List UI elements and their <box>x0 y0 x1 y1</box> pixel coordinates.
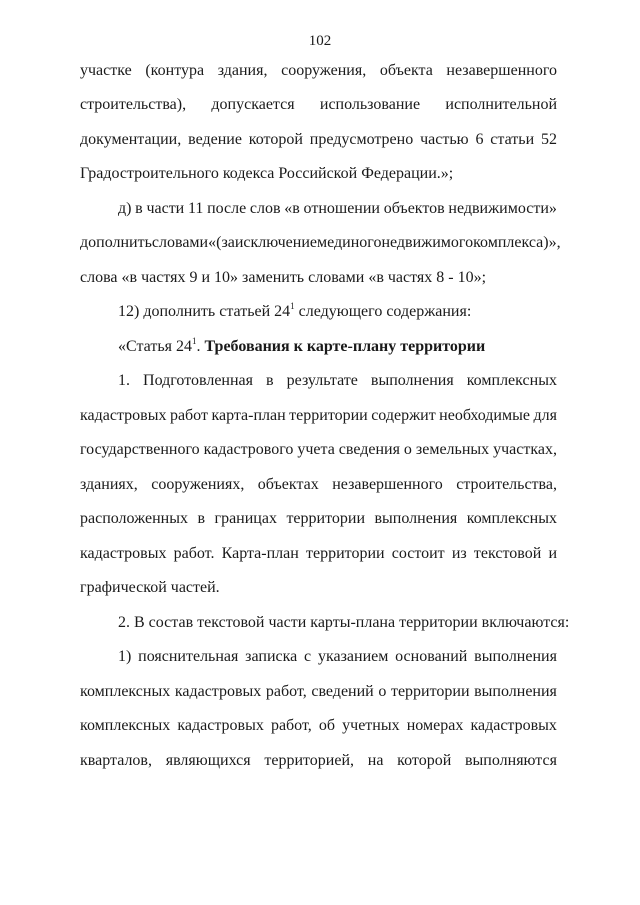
text-run: . <box>196 338 205 355</box>
word: учетных <box>342 717 400 734</box>
word: документации, <box>80 131 182 148</box>
superscript: 1 <box>191 335 197 346</box>
word: которой <box>397 752 452 769</box>
text-line <box>118 646 557 668</box>
text-line <box>80 508 557 530</box>
word: участках, <box>493 441 557 458</box>
word: необходимые <box>439 407 530 424</box>
text-line <box>80 750 557 772</box>
word: здания, <box>217 62 268 79</box>
word: о <box>403 441 412 458</box>
word: расположенных <box>80 510 188 527</box>
word: словами <box>151 234 209 251</box>
word: территории <box>390 683 470 700</box>
text-line: слова «в частях 9 и 10» заменить словами «в частях 8 - 10»; <box>80 269 487 286</box>
word: комплексных <box>466 510 557 527</box>
word: строительства, <box>456 476 557 493</box>
word: результате <box>286 372 358 389</box>
text-line <box>80 474 557 496</box>
word: объекта <box>379 62 433 79</box>
text-run: «Статья 24 <box>118 338 192 355</box>
text-line: 2. В состав текстовой части карты-плана территории включаются: <box>118 614 570 631</box>
word: номерах <box>406 717 464 734</box>
word: «в <box>284 200 300 217</box>
word: сведений <box>311 683 374 700</box>
word: допускается <box>211 96 295 113</box>
text-line <box>80 232 561 254</box>
word: 1. <box>118 372 130 389</box>
word: кварталов, <box>80 752 152 769</box>
word: сооружениях, <box>151 476 245 493</box>
word: «(за <box>208 234 235 251</box>
text-run: следующего содержания: <box>294 303 472 320</box>
word: на <box>367 752 384 769</box>
article-title: Требования к карте-плану территории <box>204 338 486 355</box>
word: записка <box>245 648 298 665</box>
text-line <box>118 301 557 323</box>
word: оснований <box>395 648 468 665</box>
word: карта-план <box>211 407 286 424</box>
word: территории <box>286 510 365 527</box>
word: объектов <box>383 200 445 217</box>
word: государственного <box>80 441 200 458</box>
word: о <box>378 683 387 700</box>
word: строительства), <box>80 96 187 113</box>
superscript: 1 <box>290 300 295 311</box>
word: выполнения <box>370 372 454 389</box>
word: ведение <box>188 131 242 148</box>
word: земельных <box>415 441 490 458</box>
text-line <box>80 543 557 565</box>
text-line <box>80 129 557 151</box>
word: комплексных <box>80 717 171 734</box>
word: выполняются <box>464 752 557 769</box>
word: после <box>207 200 247 217</box>
text-line: Градостроительного кодекса Российской Федерации.»; <box>80 165 454 182</box>
word: статьи <box>490 131 535 148</box>
word: выполнения <box>374 510 458 527</box>
word: зданиях, <box>80 476 138 493</box>
text-line <box>118 370 557 392</box>
word: предусмотрено <box>309 131 414 148</box>
word: территории <box>306 545 385 562</box>
word: 1) <box>118 648 132 665</box>
word: работ, <box>270 717 312 734</box>
word: выполнения <box>474 683 557 700</box>
word: комплексных <box>80 683 171 700</box>
word: Карта-план <box>221 545 299 562</box>
word: исключением <box>234 234 328 251</box>
word: в <box>197 510 206 527</box>
word: для <box>533 407 557 424</box>
word: недвижимости» <box>448 200 557 217</box>
word: сведения <box>338 441 400 458</box>
word: незавершенного <box>446 62 557 79</box>
word: территории <box>289 407 368 424</box>
word: отношении <box>303 200 380 217</box>
text-line <box>80 405 557 427</box>
word: недвижимого <box>381 234 474 251</box>
word: 52 <box>540 131 557 148</box>
word: части <box>146 200 185 217</box>
word: которой <box>248 131 303 148</box>
word: 6 <box>475 131 484 148</box>
word: пояснительная <box>138 648 239 665</box>
text-run: 12) дополнить статьей 24 <box>118 303 291 320</box>
text-line <box>80 681 557 703</box>
word: (контура <box>145 62 205 79</box>
word: дополнить <box>80 234 152 251</box>
word: учета <box>297 441 335 458</box>
word: с <box>304 648 312 665</box>
text-line <box>80 715 557 737</box>
word: из <box>451 545 467 562</box>
word: кадастровых <box>470 717 557 734</box>
text-line: графической частей. <box>80 579 220 596</box>
word: границах <box>214 510 277 527</box>
word: исполнительной <box>445 96 557 113</box>
word: слов <box>249 200 281 217</box>
word: кадастровых <box>80 407 167 424</box>
text-line <box>80 439 557 461</box>
word: состоит <box>391 545 445 562</box>
article-heading <box>118 336 557 358</box>
word: выполнения <box>474 648 557 665</box>
word: работ <box>169 407 208 424</box>
word: указанием <box>317 648 389 665</box>
word: работ, <box>265 683 307 700</box>
word: об <box>318 717 336 734</box>
word: территорией, <box>264 752 355 769</box>
page-number: 102 <box>308 33 332 49</box>
word: являющихся <box>165 752 251 769</box>
text-line <box>80 94 557 116</box>
word: использование <box>319 96 421 113</box>
word: комплексных <box>466 372 557 389</box>
text-line <box>118 198 557 220</box>
word: текстовой <box>473 545 542 562</box>
word: д) <box>118 200 132 217</box>
word: в <box>135 200 143 217</box>
word: работ. <box>173 545 215 562</box>
word: незавершенного <box>332 476 443 493</box>
word: Подготовленная <box>143 372 254 389</box>
word: и <box>548 545 557 562</box>
word: кадастровых <box>80 545 167 562</box>
word: сооружения, <box>281 62 367 79</box>
word: в <box>266 372 274 389</box>
word: 11 <box>187 200 204 217</box>
text-line <box>80 60 557 82</box>
word: единого <box>327 234 382 251</box>
word: кадастровых <box>177 717 264 734</box>
word: объектах <box>257 476 319 493</box>
word: кадастровых <box>174 683 262 700</box>
word: комплекса)», <box>473 234 561 251</box>
word: содержит <box>371 407 436 424</box>
word: участке <box>80 62 132 79</box>
word: кадастрового <box>203 441 294 458</box>
word: частью <box>420 131 469 148</box>
